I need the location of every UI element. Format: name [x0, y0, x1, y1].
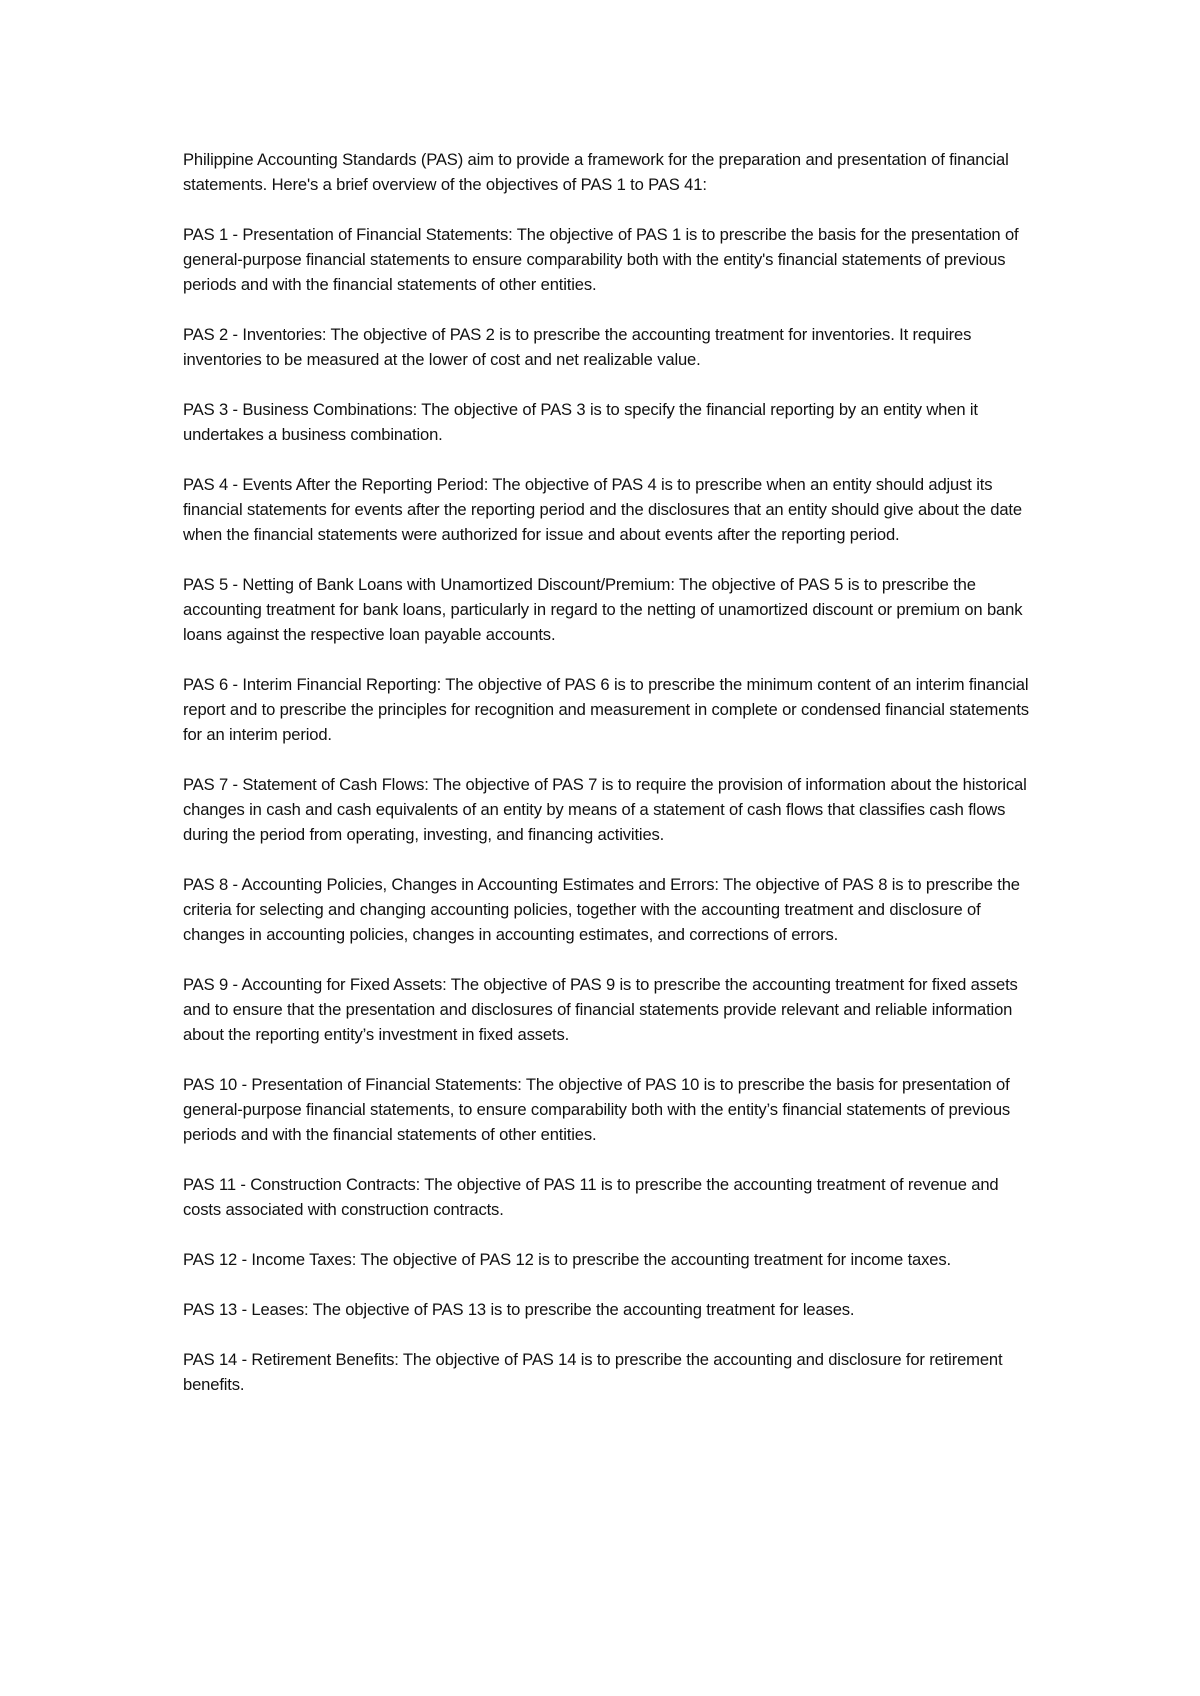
pas-1-paragraph: PAS 1 - Presentation of Financial Statements: The objective of PAS 1 is to prescribe the basis for the presentation of general-purpose financial statements to ensure comparability both with the entity's financial statements of previous periods and with the financial statements of other entities.: [183, 225, 1019, 294]
pas-8-paragraph: PAS 8 - Accounting Policies, Changes in Accounting Estimates and Errors: The objective of PAS 8 is to prescribe the criteria for selecting and changing accounting policies, together with the accounting treatment and disclosure of changes in accounting policies, changes in accounting estimates, and corrections of errors.: [183, 875, 1020, 944]
pas-6-paragraph: PAS 6 - Interim Financial Reporting: The objective of PAS 6 is to prescribe the minimum content of an interim financial report and to prescribe the principles for recognition and measurement in complete or condensed financial statements for an interim period.: [183, 675, 1029, 744]
pas-13-paragraph: PAS 13 - Leases: The objective of PAS 13 is to prescribe the accounting treatment for leases.: [183, 1300, 855, 1319]
pas-7-paragraph: PAS 7 - Statement of Cash Flows: The objective of PAS 7 is to require the provision of information about the historical changes in cash and cash equivalents of an entity by means of a statement of cash flows that classifies cash flows during the period from operating, investing, and financing activities.: [183, 775, 1027, 844]
pas-12-paragraph: PAS 12 - Income Taxes: The objective of PAS 12 is to prescribe the accounting treatment for income taxes.: [183, 1250, 951, 1269]
pas-11-paragraph: PAS 11 - Construction Contracts: The objective of PAS 11 is to prescribe the accounting treatment of revenue and costs associated with construction contracts.: [183, 1175, 999, 1219]
pas-4-paragraph: PAS 4 - Events After the Reporting Period: The objective of PAS 4 is to prescribe when an entity should adjust its financial statements for events after the reporting period and the disclosures that an entity should give about the date when the financial statements were authorized for issue and about events after the reporting period.: [183, 475, 1022, 544]
pas-3-paragraph: PAS 3 - Business Combinations: The objective of PAS 3 is to specify the financial reporting by an entity when it undertakes a business combination.: [183, 400, 978, 444]
pas-9-paragraph: PAS 9 - Accounting for Fixed Assets: The objective of PAS 9 is to prescribe the accounting treatment for fixed assets and to ensure that the presentation and disclosures of financial statements provide relevant and reliable information about the reporting entity’s investment in fixed assets.: [183, 975, 1018, 1044]
document-body: [183, 147, 1033, 1422]
pas-5-paragraph: PAS 5 - Netting of Bank Loans with Unamortized Discount/Premium: The objective of PAS 5 is to prescribe the accounting treatment for bank loans, particularly in regard to the netting of unamortized discount or premium on bank loans against the respective loan payable accounts.: [183, 575, 1023, 644]
pas-10-paragraph: PAS 10 - Presentation of Financial Statements: The objective of PAS 10 is to prescribe the basis for presentation of general-purpose financial statements, to ensure comparability both with the entity’s financial statements of previous periods and with the financial statements of other entities.: [183, 1075, 1011, 1144]
pas-2-paragraph: PAS 2 - Inventories: The objective of PAS 2 is to prescribe the accounting treatment for inventories. It requires inventories to be measured at the lower of cost and net realizable value.: [183, 325, 972, 369]
intro-paragraph: Philippine Accounting Standards (PAS) aim to provide a framework for the preparation and presentation of financial statements. Here's a brief overview of the objectives of PAS 1 to PAS 41:: [183, 150, 1009, 194]
pas-14-paragraph: PAS 14 - Retirement Benefits: The objective of PAS 14 is to prescribe the accounting and disclosure for retirement benefits.: [183, 1350, 1003, 1394]
